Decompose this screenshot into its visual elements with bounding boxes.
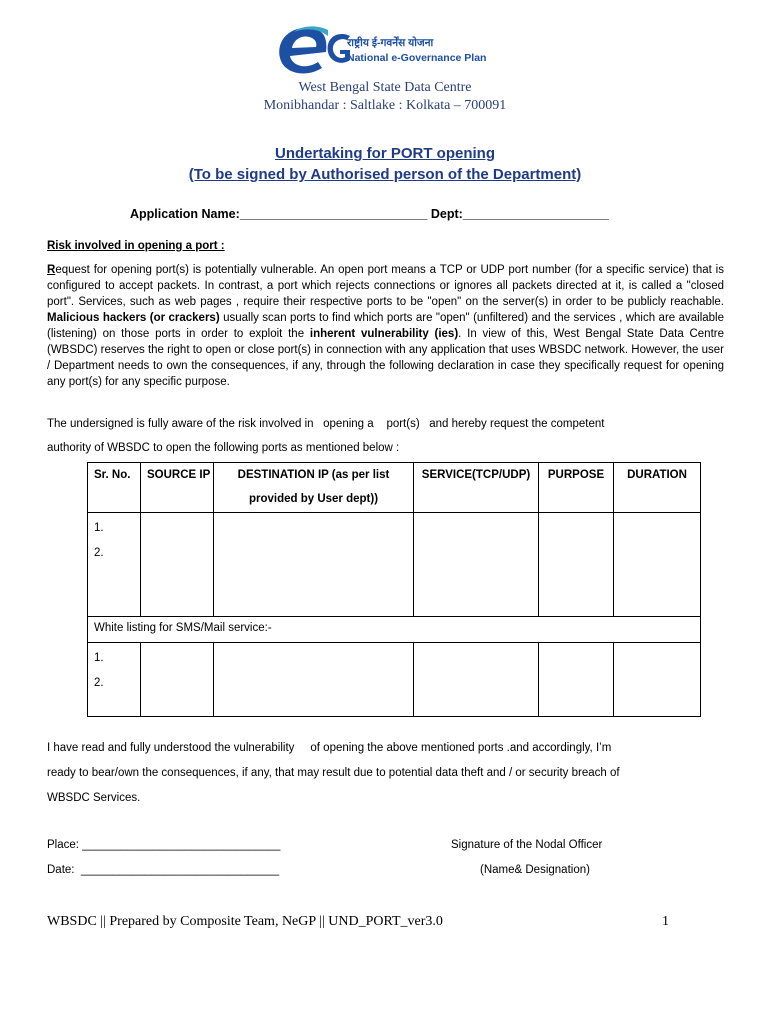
logo-english-text: National e-Governance Plan xyxy=(347,52,487,64)
date-field[interactable]: Date: _______________________________ xyxy=(47,864,280,876)
risk-bold-vulnerability: inherent vulnerability (ies) xyxy=(309,328,459,340)
purpose-cell[interactable] xyxy=(539,643,614,717)
row-number: 1. xyxy=(94,522,104,534)
header-service: SERVICE(TCP/UDP) xyxy=(414,463,539,513)
declaration-line-2: ready to bear/own the consequences, if any, that may result due to potential data theft and / or security breach of xyxy=(47,767,620,779)
header-destination-ip xyxy=(214,463,414,513)
purpose-cell[interactable] xyxy=(539,513,614,617)
service-cell[interactable] xyxy=(414,513,539,617)
risk-bold-hackers: Malicious hackers (or crackers) xyxy=(47,312,220,324)
footer-text: WBSDC || Prepared by Composite Team, NeGP || UND_PORT_ver3.0 xyxy=(47,914,443,929)
org-name: West Bengal State Data Centre xyxy=(298,80,472,95)
source-ip-cell[interactable] xyxy=(141,643,214,717)
row-number: 2. xyxy=(94,677,104,689)
risk-text-a: equest for opening port(s) is potentially vulnerable. An open port means a TCP or UDP port number (for a specific service) that is configured to accept packets. In contrast, a port which rejects connections or ignores all packets directed at it, is called a "closed port". Services, such as web pages , require their respective ports to be "open" on the server(s) in order to be publicly reachable. xyxy=(47,264,724,308)
whitelist-row xyxy=(88,617,701,643)
header-source-ip: SOURCE IP xyxy=(141,463,214,513)
risk-heading: Risk involved in opening a port : xyxy=(47,240,225,252)
duration-cell[interactable] xyxy=(614,643,701,717)
risk-paragraph xyxy=(47,262,724,390)
row-number: 2. xyxy=(94,547,104,559)
logo-hindi-text: राष्ट्रीय ई-गवर्नेंस योजना xyxy=(347,37,434,49)
risk-first-letter: R xyxy=(47,264,56,276)
risk-text-b: usually scan ports to find which ports are "open" (unfiltered) and the services , which are available (listening) on those ports in order to exploit the xyxy=(47,312,724,340)
declaration-line-1: I have read and fully understood the vulnerability of opening the above mentioned ports .and accordingly, I’m xyxy=(47,742,612,754)
table-header-row xyxy=(88,463,701,513)
source-ip-cell[interactable] xyxy=(141,513,214,617)
risk-text-c: . In view of this, West Bengal State Data Centre (WBSDC) reserves the right to open or close port(s) in connection with any application that uses WBSDC network. However, the user / Department needs to own the consequences, if any, through the following declaration in case they specifically request for opening any port(s) for any specific purpose. xyxy=(47,328,725,388)
document-title: Undertaking for PORT opening xyxy=(275,145,495,162)
header-destination-ip-line1: DESTINATION IP (as per list xyxy=(237,469,390,481)
ports-table xyxy=(87,462,701,717)
whitelist-label: White listing for SMS/Mail service:- xyxy=(88,617,701,643)
service-cell[interactable] xyxy=(414,643,539,717)
table-row xyxy=(88,643,701,717)
header-sr-no: Sr. No. xyxy=(88,463,141,513)
table-row xyxy=(88,513,701,617)
org-address: Monibhandar : Saltlake : Kolkata – 700091 xyxy=(263,98,507,113)
header-destination-ip-line2: provided by User dept)) xyxy=(248,493,379,505)
request-line-1: The undersigned is fully aware of the risk involved in opening a port(s) and hereby request the competent xyxy=(47,418,605,430)
declaration-line-3: WBSDC Services. xyxy=(47,792,141,804)
name-designation-label: (Name& Designation) xyxy=(480,864,590,876)
duration-cell[interactable] xyxy=(614,513,701,617)
header-purpose: PURPOSE xyxy=(539,463,614,513)
destination-ip-cell[interactable] xyxy=(214,643,414,717)
row-numbers-cell xyxy=(88,513,141,617)
row-number: 1. xyxy=(94,652,104,664)
place-field[interactable]: Place: _______________________________ xyxy=(47,839,281,851)
negp-logo xyxy=(270,20,500,80)
whitelist-numbers-cell xyxy=(88,643,141,717)
destination-ip-cell[interactable] xyxy=(214,513,414,617)
document-subtitle: (To be signed by Authorised person of the Department) xyxy=(188,166,582,183)
page-number: 1 xyxy=(662,914,669,929)
application-name-dept-line: Application Name:___________________________ Dept:_____________________ xyxy=(130,207,609,221)
header-duration: DURATION xyxy=(614,463,701,513)
request-line-2: authority of WBSDC to open the following ports as mentioned below : xyxy=(47,442,400,454)
signature-label: Signature of the Nodal Officer xyxy=(451,839,603,851)
